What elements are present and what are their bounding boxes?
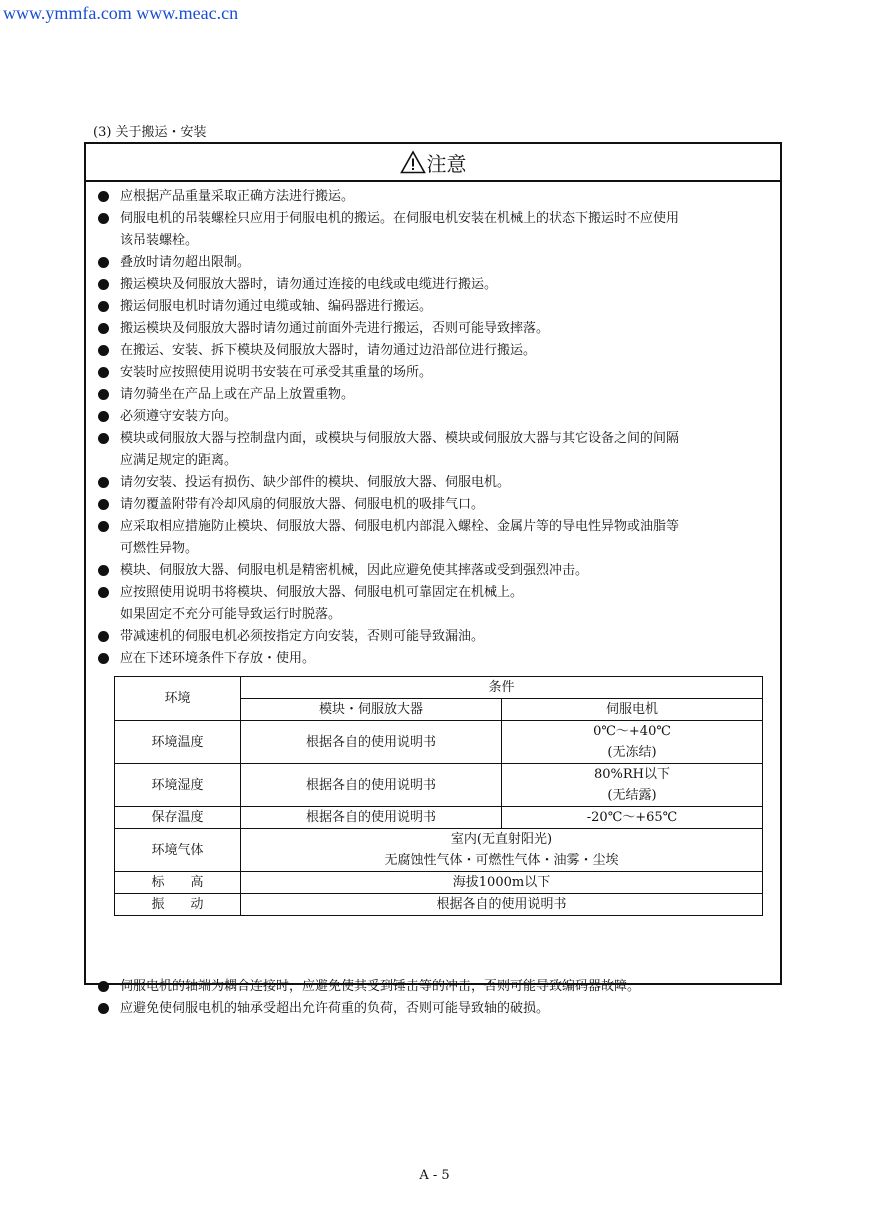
list-item-text: 请勿安装、投运有损伤、缺少部件的模块、伺服放大器、伺服电机。 xyxy=(120,475,511,490)
bullet-icon xyxy=(98,981,109,992)
list-item-text: 请勿覆盖附带有冷却风扇的伺服放大器、伺服电机的吸排气口。 xyxy=(120,497,485,512)
bullet-icon xyxy=(98,499,109,510)
ambient-temp-range: 0℃～+40℃ xyxy=(593,724,671,739)
bullet-icon xyxy=(98,1003,109,1014)
list-item-text: 安装时应按照使用说明书安装在可承受其重量的场所。 xyxy=(120,365,433,380)
bullet-icon xyxy=(98,345,109,356)
watermark-urls: www.ymmfa.com www.meac.cn xyxy=(3,3,239,23)
warning-triangle-icon xyxy=(400,150,426,174)
atmosphere-line-1: 室内(无直射阳光) xyxy=(450,832,553,847)
row-storage-temp-module: 根据各自的使用说明书 xyxy=(241,807,502,829)
bullet-icon xyxy=(98,213,109,224)
bullet-icon xyxy=(98,323,109,334)
bullet-icon xyxy=(98,653,109,664)
list-item xyxy=(98,340,776,362)
list-item xyxy=(98,428,776,472)
list-item-text: 模块、伺服放大器、伺服电机是精密机械，因此应避免使其摔落或受到强烈冲击。 xyxy=(120,563,589,578)
list-item-text: 叠放时请勿超出限制。 xyxy=(120,255,251,270)
atmosphere-line-2: 无腐蚀性气体・可燃性气体・油雾・尘埃 xyxy=(384,853,619,868)
header-servo-motor: 伺服电机 xyxy=(502,699,763,721)
row-vibration-name: 振 动 xyxy=(115,894,241,916)
list-item xyxy=(98,582,776,626)
bullet-icon xyxy=(98,565,109,576)
list-item-text: 应在下述环境条件下存放・使用。 xyxy=(120,651,316,666)
row-atmosphere-name: 环境气体 xyxy=(115,829,241,872)
row-ambient-temp-module: 根据各自的使用说明书 xyxy=(241,721,502,764)
row-atmosphere-value xyxy=(241,829,763,872)
row-storage-temp-name: 保存温度 xyxy=(115,807,241,829)
row-storage-temp-motor: -20℃～+65℃ xyxy=(502,807,763,829)
list-item-continuation: 可燃性异物。 xyxy=(120,541,199,556)
list-item-text: 请勿骑坐在产品上或在产品上放置重物。 xyxy=(120,387,355,402)
list-item-text: 应避免使伺服电机的轴承受超出允许荷重的负荷，否则可能导致轴的破损。 xyxy=(120,1001,550,1016)
list-item xyxy=(98,362,776,384)
list-item-text: 应采取相应措施防止模块、伺服放大器、伺服电机内部混入螺栓、金属片等的导电性异物或油脂等 xyxy=(120,519,680,534)
list-item-text: 应根据产品重量采取正确方法进行搬运。 xyxy=(120,189,355,204)
bullet-icon xyxy=(98,631,109,642)
list-item-text: 搬运伺服电机时请勿通过电缆或轴、编码器进行搬运。 xyxy=(120,299,433,314)
bullet-icon xyxy=(98,257,109,268)
list-item xyxy=(98,472,776,494)
bullet-icon xyxy=(98,191,109,202)
list-item xyxy=(98,252,776,274)
bullet-icon xyxy=(98,389,109,400)
list-item-continuation: 应满足规定的距离。 xyxy=(120,453,238,468)
row-ambient-temp-name: 环境温度 xyxy=(115,721,241,764)
header-module-amplifier: 模块・伺服放大器 xyxy=(241,699,502,721)
section-heading: (3) 关于搬运・安装 xyxy=(93,125,207,140)
bullet-icon xyxy=(98,521,109,532)
list-item-text: 在搬运、安装、拆下模块及伺服放大器时，请勿通过边沿部位进行搬运。 xyxy=(120,343,537,358)
list-item-text: 模块或伺服放大器与控制盘内面，或模块与伺服放大器、模块或伺服放大器与其它设备之间的间隔 xyxy=(120,431,680,446)
caution-header xyxy=(86,144,780,182)
header-environment: 环境 xyxy=(115,677,241,721)
list-item-text: 应按照使用说明书将模块、伺服放大器、伺服电机可靠固定在机械上。 xyxy=(120,585,524,600)
bullet-icon xyxy=(98,367,109,378)
row-ambient-humidity-motor xyxy=(502,764,763,807)
bullet-icon xyxy=(98,587,109,598)
environment-table xyxy=(114,676,763,916)
bullet-icon xyxy=(98,433,109,444)
list-item xyxy=(98,494,776,516)
list-item xyxy=(98,296,776,318)
list-item-text: 伺服电机的吊装螺栓只应用于伺服电机的搬运。在伺服电机安装在机械上的状态下搬运时不应使用 xyxy=(120,211,680,226)
row-altitude-value: 海拔1000m以下 xyxy=(241,872,763,894)
row-ambient-humidity-name: 环境湿度 xyxy=(115,764,241,807)
list-item-text: 伺服电机的轴端为耦合连接时，应避免使其受到锤击等的冲击，否则可能导致编码器故障。 xyxy=(120,979,641,994)
list-item xyxy=(98,208,776,252)
page-number: A - 5 xyxy=(419,1168,450,1183)
bullet-icon xyxy=(98,279,109,290)
list-item-text: 搬运模块及伺服放大器时请勿通过前面外壳进行搬运，否则可能导致摔落。 xyxy=(120,321,550,336)
row-altitude-name: 标 高 xyxy=(115,872,241,894)
list-item xyxy=(98,384,776,406)
list-item xyxy=(98,648,776,670)
ambient-humidity-range: 80%RH以下 xyxy=(593,767,671,782)
list-item-text: 必须遵守安装方向。 xyxy=(120,409,238,424)
caution-list xyxy=(98,186,776,670)
row-ambient-temp-motor xyxy=(502,721,763,764)
bullet-icon xyxy=(98,301,109,312)
list-item xyxy=(98,318,776,340)
ambient-temp-note: (无冻结) xyxy=(607,745,657,760)
list-item xyxy=(98,998,776,1020)
list-item xyxy=(98,274,776,296)
header-conditions: 条件 xyxy=(241,677,763,699)
row-vibration-value: 根据各自的使用说明书 xyxy=(241,894,763,916)
list-item xyxy=(98,626,776,648)
bullet-icon xyxy=(98,477,109,488)
list-item xyxy=(98,560,776,582)
list-item xyxy=(98,186,776,208)
caution-list-after xyxy=(98,976,776,1020)
list-item xyxy=(98,516,776,560)
bullet-icon xyxy=(98,411,109,422)
row-ambient-humidity-module: 根据各自的使用说明书 xyxy=(241,764,502,807)
list-item xyxy=(98,976,776,998)
list-item-text: 搬运模块及伺服放大器时，请勿通过连接的电线或电缆进行搬运。 xyxy=(120,277,498,292)
ambient-humidity-note: (无结露) xyxy=(607,788,657,803)
caution-title: 注意 xyxy=(426,151,467,176)
list-item-continuation: 该吊装螺栓。 xyxy=(120,233,199,248)
list-item xyxy=(98,406,776,428)
list-item-continuation: 如果固定不充分可能导致运行时脱落。 xyxy=(120,607,342,622)
list-item-text: 带减速机的伺服电机必须按指定方向安装，否则可能导致漏油。 xyxy=(120,629,485,644)
